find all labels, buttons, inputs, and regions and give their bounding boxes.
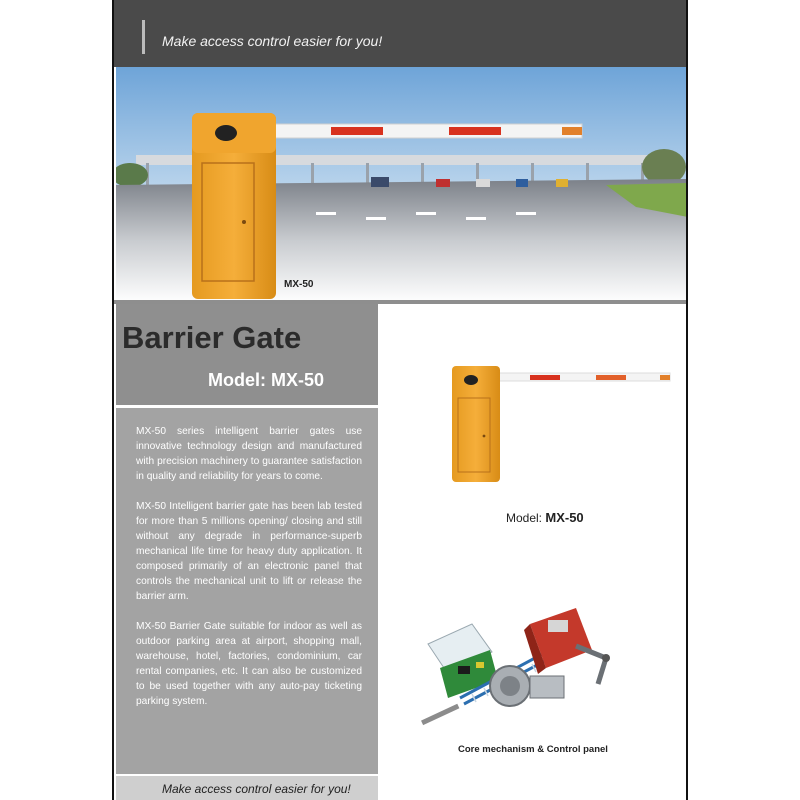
description-paragraph: MX-50 Barrier Gate suitable for indoor as well as outdoor parking area at airport, shopping mall, warehouse, hotel, factories, condominium, car rental companies, etc. It can also be customized to be used together with any auto-pay ticketing parking system. xyxy=(136,621,362,707)
core-mechanism-image xyxy=(380,594,688,744)
header-band xyxy=(114,0,686,67)
hero-model-tag: MX-50 xyxy=(284,279,314,290)
footer-band xyxy=(116,776,378,800)
footer-slogan: Make access control easier for you! xyxy=(162,782,351,796)
description-paragraph: MX-50 Intelligent barrier gate has been lab tested for more than 5 millions opening/ closing and still without any degrade in performance-superb mechanical life time for heavy duty application. It composed primarily of an electronic panel that controls the mechanical unit to lift or release the barrier arm. xyxy=(136,501,362,602)
header-accent-bar xyxy=(142,20,145,54)
core-mechanism-caption: Core mechanism & Control panel xyxy=(458,744,608,755)
model-prefix: Model: xyxy=(506,511,543,525)
header-slogan: Make access control easier for you! xyxy=(162,33,383,49)
description-paragraph: MX-50 series intelligent barrier gates use innovative technology design and manufactured with precision machinery to guarantee satisfaction in quality and reliability for years to come. xyxy=(136,426,362,482)
product-panel xyxy=(380,304,688,800)
product-model-heading: Model: MX-50 xyxy=(208,370,325,390)
description-panel xyxy=(116,408,378,774)
hero-photo-illustration xyxy=(116,67,688,303)
hero-photo xyxy=(116,67,688,303)
model-value: MX-50 xyxy=(545,510,584,525)
product-title: Barrier Gate xyxy=(122,320,302,355)
title-block xyxy=(116,304,378,405)
brochure-page xyxy=(112,0,688,800)
product-model-label xyxy=(506,510,584,525)
